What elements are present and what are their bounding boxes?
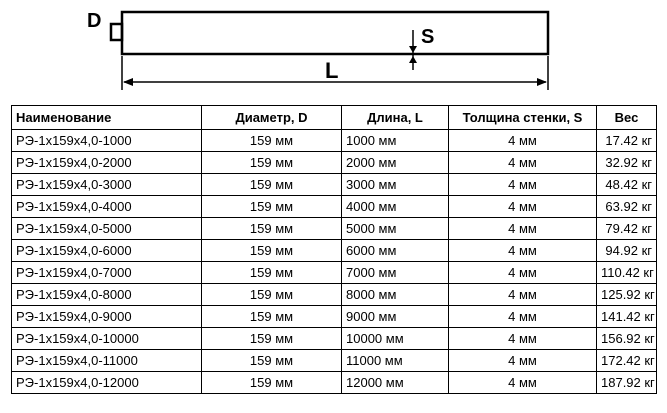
cell-name: РЭ-1х159х4,0-3000: [12, 174, 202, 196]
cell-weight: 63.92 кг: [597, 196, 657, 218]
pipe-end-cap: [111, 24, 122, 40]
table-row: [12, 196, 657, 218]
cell-weight: 187.92 кг: [597, 372, 657, 394]
pipe-body: [122, 12, 548, 54]
table-row: [12, 240, 657, 262]
wall-arrow-up: [409, 56, 417, 63]
cell-wall: 4 мм: [449, 284, 597, 306]
table-row: [12, 284, 657, 306]
cell-wall: 4 мм: [449, 174, 597, 196]
cell-diameter: 159 мм: [202, 130, 342, 152]
cell-diameter: 159 мм: [202, 196, 342, 218]
pipe-drawing: [0, 0, 667, 100]
pipe-diagram: [0, 0, 667, 100]
length-arrow-right: [537, 78, 547, 86]
table-row: [12, 350, 657, 372]
cell-length: 2000 мм: [342, 152, 449, 174]
table-row: [12, 328, 657, 350]
cell-weight: 125.92 кг: [597, 284, 657, 306]
cell-length: 10000 мм: [342, 328, 449, 350]
table-header-row: [12, 106, 657, 130]
cell-diameter: 159 мм: [202, 218, 342, 240]
cell-weight: 32.92 кг: [597, 152, 657, 174]
cell-length: 9000 мм: [342, 306, 449, 328]
cell-name: РЭ-1х159х4,0-7000: [12, 262, 202, 284]
header-length: Длина, L: [342, 106, 449, 130]
specification-table: [11, 105, 657, 394]
cell-weight: 94.92 кг: [597, 240, 657, 262]
table-row: [12, 306, 657, 328]
cell-wall: 4 мм: [449, 350, 597, 372]
table-row: [12, 218, 657, 240]
table-body: [12, 130, 657, 394]
cell-diameter: 159 мм: [202, 350, 342, 372]
cell-diameter: 159 мм: [202, 152, 342, 174]
cell-weight: 110.42 кг: [597, 262, 657, 284]
header-name: Наименование: [12, 106, 202, 130]
cell-wall: 4 мм: [449, 196, 597, 218]
cell-name: РЭ-1х159х4,0-5000: [12, 218, 202, 240]
cell-wall: 4 мм: [449, 328, 597, 350]
cell-wall: 4 мм: [449, 372, 597, 394]
header-diameter: Диаметр, D: [202, 106, 342, 130]
cell-name: РЭ-1х159х4,0-4000: [12, 196, 202, 218]
cell-length: 4000 мм: [342, 196, 449, 218]
cell-length: 6000 мм: [342, 240, 449, 262]
cell-length: 11000 мм: [342, 350, 449, 372]
cell-length: 8000 мм: [342, 284, 449, 306]
cell-weight: 141.42 кг: [597, 306, 657, 328]
cell-name: РЭ-1х159х4,0-6000: [12, 240, 202, 262]
cell-name: РЭ-1х159х4,0-9000: [12, 306, 202, 328]
cell-name: РЭ-1х159х4,0-2000: [12, 152, 202, 174]
cell-weight: 17.42 кг: [597, 130, 657, 152]
header-wall: Толщина стенки, S: [449, 106, 597, 130]
cell-diameter: 159 мм: [202, 284, 342, 306]
wall-arrow-down: [409, 46, 417, 53]
cell-diameter: 159 мм: [202, 306, 342, 328]
cell-wall: 4 мм: [449, 262, 597, 284]
table-row: [12, 174, 657, 196]
cell-name: РЭ-1х159х4,0-10000: [12, 328, 202, 350]
cell-length: 12000 мм: [342, 372, 449, 394]
table-row: [12, 152, 657, 174]
cell-wall: 4 мм: [449, 152, 597, 174]
cell-length: 5000 мм: [342, 218, 449, 240]
cell-length: 7000 мм: [342, 262, 449, 284]
cell-weight: 79.42 кг: [597, 218, 657, 240]
length-arrow-left: [123, 78, 133, 86]
cell-wall: 4 мм: [449, 218, 597, 240]
cell-diameter: 159 мм: [202, 240, 342, 262]
cell-wall: 4 мм: [449, 240, 597, 262]
cell-length: 1000 мм: [342, 130, 449, 152]
table-row: [12, 262, 657, 284]
table-row: [12, 372, 657, 394]
cell-name: РЭ-1х159х4,0-8000: [12, 284, 202, 306]
diameter-label: D: [87, 10, 102, 32]
cell-wall: 4 мм: [449, 306, 597, 328]
cell-diameter: 159 мм: [202, 372, 342, 394]
header-weight: Вес: [597, 106, 657, 130]
cell-name: РЭ-1х159х4,0-11000: [12, 350, 202, 372]
cell-wall: 4 мм: [449, 130, 597, 152]
table-row: [12, 130, 657, 152]
cell-weight: 172.42 кг: [597, 350, 657, 372]
cell-weight: 48.42 кг: [597, 174, 657, 196]
cell-diameter: 159 мм: [202, 262, 342, 284]
length-label: L: [325, 58, 339, 83]
cell-name: РЭ-1х159х4,0-12000: [12, 372, 202, 394]
cell-length: 3000 мм: [342, 174, 449, 196]
cell-weight: 156.92 кг: [597, 328, 657, 350]
cell-diameter: 159 мм: [202, 174, 342, 196]
cell-diameter: 159 мм: [202, 328, 342, 350]
wall-label: S: [421, 26, 435, 48]
cell-name: РЭ-1х159х4,0-1000: [12, 130, 202, 152]
